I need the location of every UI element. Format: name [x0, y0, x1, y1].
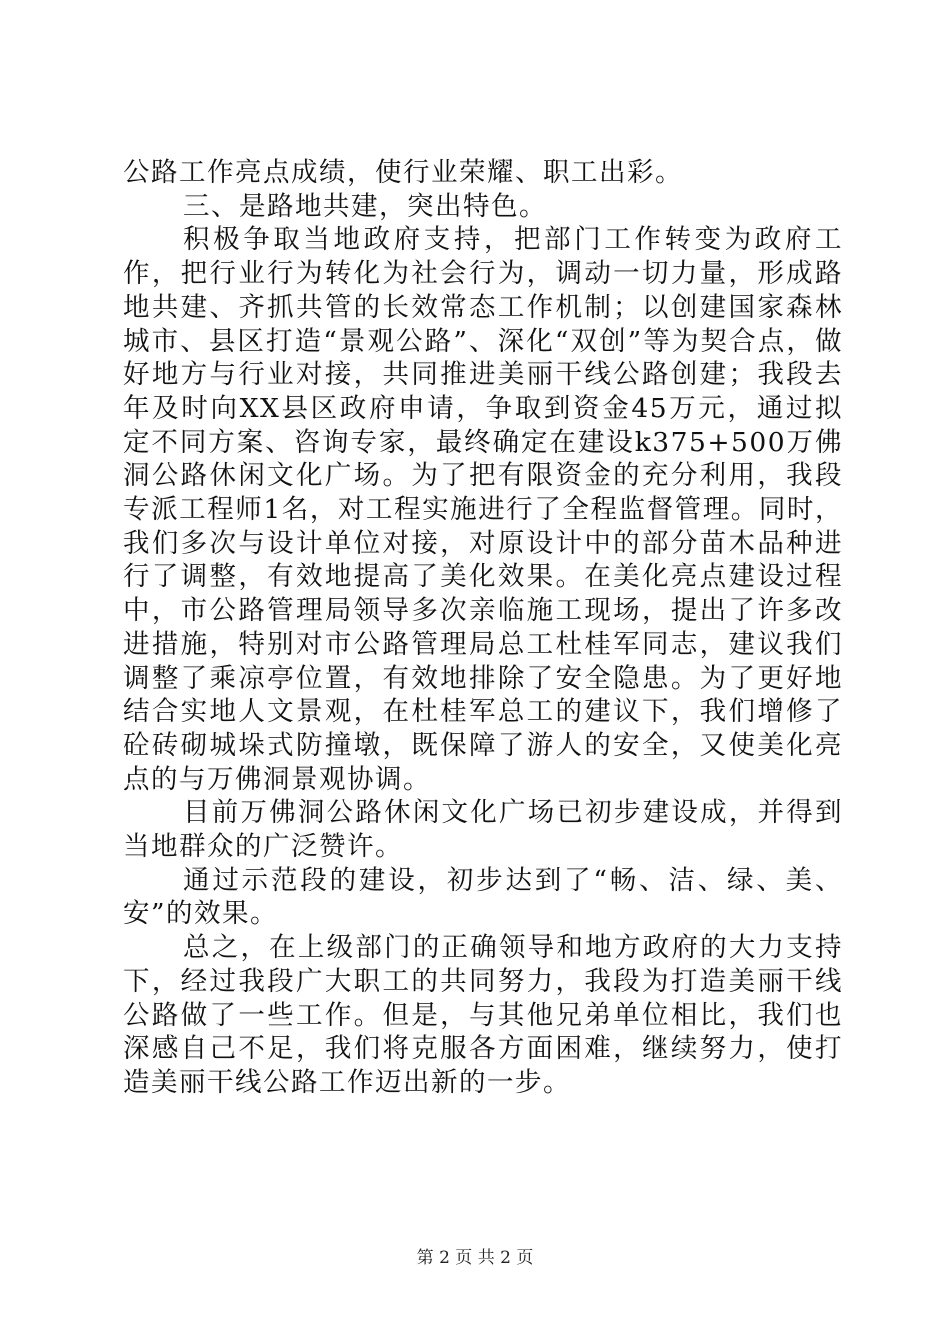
paragraph-continuation: 公路工作亮点成绩，使行业荣耀、职工出彩。 — [123, 157, 683, 188]
page-number-footer: 第 2 页 共 2 页 — [416, 1248, 534, 1268]
paragraph-body: 目前万佛洞公路休闲文化广场已初步建设成，并得到当地群众的广泛赞许。 — [123, 797, 843, 863]
paragraph-body: 积极争取当地政府支持，把部门工作转变为政府工作，把行业行为转化为社会行为，调动一切力量，形成路地共建、齐抓共管的长效常态工作机制；以创建国家森林城市、县区打造“景观公路”、深化“双创”等为契合点，做好地方与行业对接，共同推进美丽干线公路创建；我段去年及时向XX县区政府申请，争取到资金45万元，通过拟定不同方案、咨询专家，最终确定在建设k375+500万佛洞公路休闲文化广场。为了把有限资金的充分利用，我段专派工程师1名，对工程实施进行了全程监督管理。同时，我们多次与设计单位对接，对原设计中的部分苗木品种进行了调整，有效地提高了美化效果。在美化亮点建设过程中，市公路管理局领导多次亲临施工现场，提出了许多改进措施，特别对市公路管理局总工杜桂军同志，建议我们调整了乘凉亭位置，有效地排除了安全隐患。为了更好地结合实地人文景观，在杜桂军总工的建议下，我们增修了砼砖砌城垛式防撞墩，既保障了游人的安全，又使美化亮点的与万佛洞景观协调。 — [123, 224, 843, 795]
document-body — [123, 156, 843, 1100]
section-heading: 三、是路地共建，突出特色。 — [183, 190, 547, 222]
paragraph-body: 通过示范段的建设，初步达到了“畅、洁、绿、美、安”的效果。 — [123, 864, 843, 930]
paragraph-conclusion: 总之，在上级部门的正确领导和地方政府的大力支持下，经过我段广大职工的共同努力，我段为打造美丽干线公路做了一些工作。但是，与其他兄弟单位相比，我们也深感自己不足，我们将克服各方面困难，继续努力，使打造美丽干线公路工作迈出新的一步。 — [123, 932, 843, 1098]
